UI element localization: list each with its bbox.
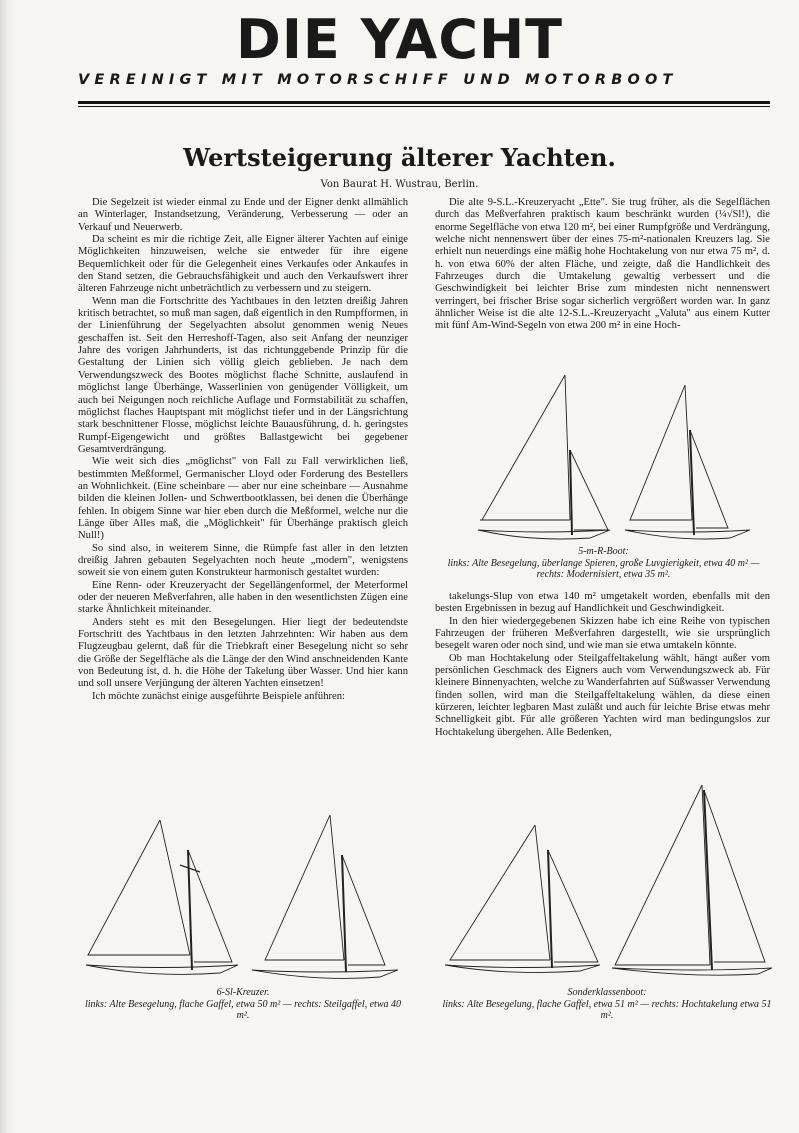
figure-sonderklasse bbox=[440, 780, 775, 980]
masthead bbox=[0, 8, 799, 71]
figure-caption-sonderklasse bbox=[437, 987, 777, 1022]
masthead-rule-thin bbox=[78, 106, 770, 107]
figure-title: 5-m-R-Boot: bbox=[578, 546, 629, 557]
boat-sketch-old-rig bbox=[445, 825, 600, 973]
figure-caption-text: links: Alte Besegelung, überlange Spieren, große Luvgierigkeit, etwa 40 m² — rechts: Modernisiert, etwa 35 m². bbox=[447, 557, 760, 580]
figure-title: Sonderklassenboot: bbox=[567, 987, 647, 998]
magazine-title: DIE YACHT bbox=[236, 8, 563, 71]
boat-sketch-modern-rig bbox=[252, 815, 398, 978]
paragraph: Ob man Hochtakelung oder Steilgaffeltakelung wählt, hängt außer vom persönlichen Geschmack des Eigners auch vom Verwendungszweck ab. Für kleinere Binnenyachten, welche zu Wanderfahrten auf Süßwasser Verwendung finden sollen, wird man die Steilgaffeltakelung wählen, da diese einen kürzeren, leichter legbaren Mast zuläßt und auch für leichte Brise etwas mehr Schnelligkeit gibt. Für alle größeren Yachten wird man bedingungslos zur Hochtakelung übergehen. Alle Bedenken, bbox=[435, 652, 770, 738]
boat-sketch-old-rig bbox=[478, 375, 610, 539]
paragraph: So sind also, in weiterem Sinne, die Rümpfe fast aller in den letzten dreißig Jahren gebauten Segelyachten noch heute „modern", wenigstens soweit sie von einem guten Konstrukteur harmonisch gestaltet wurden: bbox=[78, 542, 408, 579]
paragraph: Eine Renn- oder Kreuzeryacht der Segellängenformel, der Meterformel oder der neueren Meßverfahren, alle haben in den wesentlichsten Zügen eine starke Ähnlichkeit miteinander. bbox=[78, 579, 408, 616]
right-column-top bbox=[435, 197, 770, 333]
article-byline: Von Baurat H. Wustrau, Berlin. bbox=[320, 179, 479, 190]
boat-sketch-modern-rig bbox=[612, 785, 772, 975]
paragraph: Anders steht es mit den Besegelungen. Hier liegt der bedeutendste Fortschritt des Yachtbaus in den letzten Jahrzehnten: Wir haben aus dem Flugzeugbau gelernt, daß für die Triebkraft einer Besegelung nicht so sehr die Größe der Segelfläche als die Länge der den Wind anschneidenden Kante von Bedeutung ist, d. h. die Höhe der Takelung über Wasser. Und hier kann und soll unsere Verjüngung der älteren Yachten einsetzen! bbox=[78, 616, 408, 690]
paragraph: In den hier wiedergegebenen Skizzen habe ich eine Reihe von typischen Fahrzeugen der früheren Meßverfahren dargestellt, wie sie ursprünglich besegelt waren oder noch sind, und wie man sie etwa umtakeln könnte. bbox=[435, 615, 770, 652]
figure-caption-5mr bbox=[437, 546, 770, 581]
boat-sketch-modern-rig bbox=[625, 385, 750, 539]
boat-sketch-old-rig bbox=[86, 820, 238, 974]
paragraph: Wie weit sich dies „möglichst" von Fall zu Fall verwirklichen ließ, bestimmten Meßformel, Germanischer Lloyd oder Forderung des Bestellers an Wohnlichkeit. (Eine scheinbare — aber nur eine scheinbare — Ausnahme bilden die kleinen Jollen- und Schwertbootklassen, bei denen die Überhänge fehlen. In obigem Sinne war hier eben durch die Meßformel, welche nur die Länge über Alles maß, die „Möglichkeit" für Überhänge praktisch gleich Null!) bbox=[78, 456, 408, 542]
paragraph: Die Segelzeit ist wieder einmal zu Ende und der Eigner denkt allmählich an Winterlager, Instandsetzung, Veränderung, Verbesserung — oder an Verkauf und Neuerwerb. bbox=[78, 197, 408, 233]
left-column bbox=[78, 197, 408, 703]
paragraph: takelungs-Slup von etwa 140 m² umgetakelt worden, ebenfalls mit den besten Ergebnissen in bezug auf Handlichkeit und Geschwindigkeit. bbox=[435, 591, 770, 615]
paragraph: Ich möchte zunächst einige ausgeführte Beispiele anführen: bbox=[92, 690, 345, 702]
paragraph: Die alte 9-S.L.-Kreuzeryacht „Ette". Sie trug früher, als die Segelflächen durch das Meßverfahren praktisch kaum beschränkt wurden (¼√Sl!), die enorme Segelfläche von etwa 120 m², bei einer Rumpfgröße und Verdrängung, welche nicht nennenswert über der eines 75-m²-nationalen Kreuzers lag. Sie erhielt nun neuerdings eine mäßig hohe Hochtakelung von nur etwa 75 m², d. h. von etwa 60% der alten Fläche, und zeigte, daß die Handlichkeit des Fahrzeuges durch die Umtakelung gewaltig verbessert und die Geschwindigkeit bei leichter Brise zum mindesten nicht nennenswert verringert, bei frischer Brise sogar sicherlich vergrößert worden war. In ganz ähnlicher Weise ist die alte 12-S.L.-Kreuzeryacht „Valuta" aus einem Kutter mit fünf Am-Wind-Segeln von etwa 200 m² in eine Hoch- bbox=[435, 197, 770, 332]
figure-caption-text: links: Alte Besegelung, flache Gaffel, etwa 50 m² — rechts: Steilgaffel, etwa 40 m². bbox=[85, 998, 401, 1021]
figure-caption-text: links: Alte Besegelung, flache Gaffel, etwa 51 m² — rechts: Hochtakelung etwa 51 m². bbox=[442, 998, 772, 1021]
paragraph: Wenn man die Fortschritte des Yachtbaues in den letzten dreißig Jahren kritisch betrachtet, so muß man sagen, daß eigentlich in den Rumpfformen, in der Linienführung der Segelyachten absolut genommen wenig Neues geschaffen ist. Seit den Herreshoff-Tagen, also seit Anfang der neunziger Jahre des vorigen Jahrhunderts, ist das richtunggebende Prinzip für die Gestaltung der Linien sich völlig gleich geblieben. Je nach dem Verwendungszweck des Bootes möglichst flache Schnitte, auslaufend in möglichst lange Überhänge, Wasserlinien von genügender Völligkeit, um auch bei Neigungen noch reichliche Auflage und Formstabilität zu schaffen, möglichst flaches Hauptspant mit möglichst tiefer und in der Längsrichtung stark beschnittener Flosse, möglichst leichte Bauausführung, d. h. geringstes Rumpf-Eigengewicht und größtes Ballastgewicht bei gegebener Gesamtverdrängung. bbox=[78, 295, 408, 455]
masthead-rule-thick bbox=[78, 101, 770, 104]
paragraph: Da scheint es mir die richtige Zeit, alle Eigner älterer Yachten auf einige Möglichkeiten hinzuweisen, welche sie entweder für ihre eigene Bequemlichkeit oder für die Gelegenheit eines Verkaufes oder Ankaufes in den Stand setzen, die Gebrauchsfähigkeit und auch den Verkaufswert ihrer älteren Fahrzeuge nicht unbeträchtlich zu verbessern und zu steigern. bbox=[78, 234, 408, 295]
magazine-subtitle: VEREINIGT MIT MOTORSCHIFF UND MOTORBOOT bbox=[78, 72, 678, 88]
article-title: Wertsteigerung älterer Yachten. bbox=[183, 143, 616, 172]
figure-title: 6-Sl-Kreuzer. bbox=[216, 987, 270, 998]
figure-5mr-boat bbox=[470, 370, 770, 545]
figure-6sl-cruiser bbox=[80, 810, 410, 985]
figure-caption-6sl bbox=[78, 987, 408, 1022]
right-column-middle bbox=[435, 591, 770, 739]
